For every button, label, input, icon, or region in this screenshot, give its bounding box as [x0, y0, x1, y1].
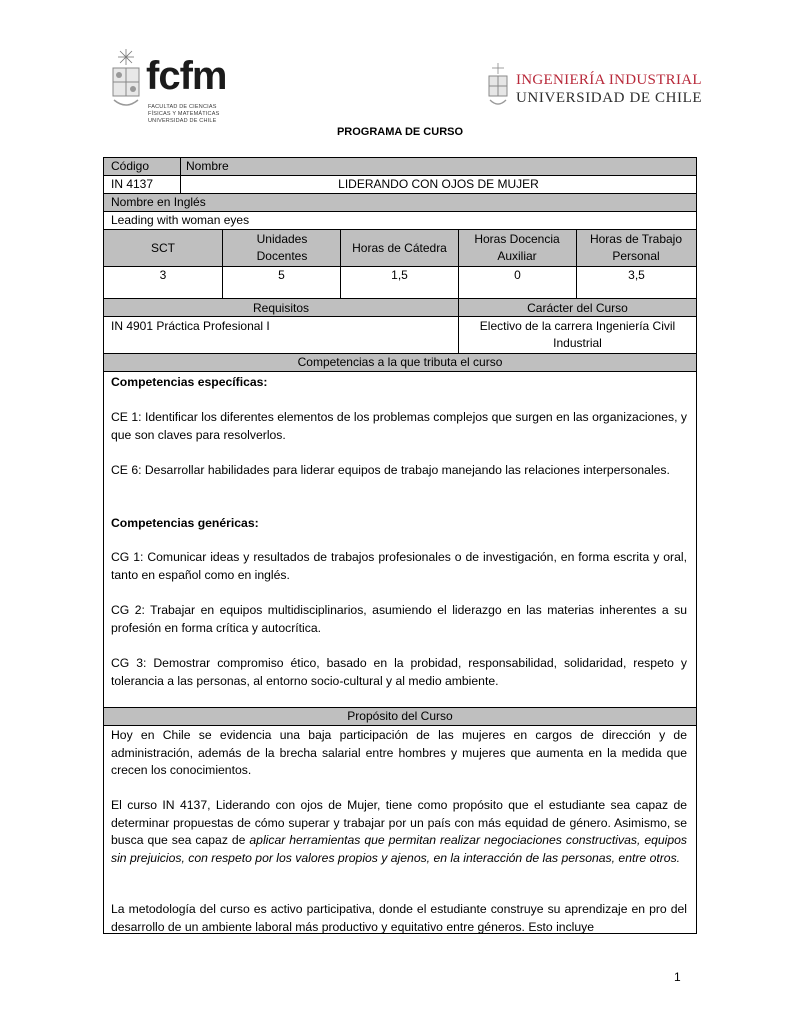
- hours-header-sct: SCT: [151, 241, 175, 255]
- industrial-logo-line1: INGENIERÍA INDUSTRIAL: [516, 72, 702, 88]
- character-value-line1: Electivo de la carrera Ingeniería Civil: [479, 319, 676, 333]
- competency-cg3: CG 3: Demostrar compromiso ético, basado en la probidad, responsabilidad, solidaridad, respeto y tolerancia a las personas, al entorno socio-cultural y al medio ambiente.: [111, 656, 687, 688]
- course-name: LIDERANDO CON OJOS DE MUJER: [338, 177, 539, 191]
- competency-ce1: CE 1: Identificar los diferentes elementos de los problemas complejos que surgen en las organizaciones, y que son claves para resolverlos.: [111, 410, 687, 442]
- ingenieria-industrial-logo: [486, 62, 703, 110]
- character-label: Carácter del Curso: [527, 301, 628, 315]
- requirements-label: Requisitos: [252, 301, 310, 315]
- name-label: Nombre: [186, 159, 229, 173]
- english-name-label: Nombre en Inglés: [111, 195, 206, 209]
- hours-header-auxiliar: Horas Docencia Auxiliar: [474, 232, 560, 263]
- character-value-line2: Industrial: [553, 336, 602, 350]
- competency-cg1: CG 1: Comunicar ideas y resultados de trabajos profesionales o de investigación, en forma escrita y oral, tanto en español como en inglés.: [111, 550, 687, 582]
- hours-header-catedra: Horas de Cátedra: [352, 241, 447, 255]
- code-label: Código: [111, 159, 150, 173]
- document-title: PROGRAMA DE CURSO: [336, 126, 464, 138]
- english-name-value: Leading with woman eyes: [111, 213, 250, 227]
- university-crest-icon: [108, 48, 144, 118]
- hours-value-catedra: 1,5: [391, 268, 408, 282]
- purpose-paragraph-3: La metodología del curso es activo participativa, donde el estudiante construye su aprendizaje en pro del desarrollo de un ambiente laboral más productivo y equitativo entre géneros. Esto incluye: [111, 902, 687, 934]
- page-number: 1: [674, 970, 681, 984]
- specific-competencies-title: Competencias específicas:: [111, 375, 268, 389]
- hours-value-sct: 3: [159, 268, 167, 282]
- requirements-value: IN 4901 Práctica Profesional I: [111, 319, 270, 333]
- hours-value-personal: 3,5: [628, 268, 645, 282]
- university-crest-icon: [486, 62, 510, 110]
- competencies-header: Competencias a la que tributa el curso: [297, 355, 503, 369]
- purpose-paragraph-2: [111, 797, 687, 868]
- fcfm-subtitle-line: UNIVERSIDAD DE CHILE: [148, 118, 217, 124]
- generic-competencies-title: Competencias genéricas:: [111, 516, 259, 530]
- purpose-paragraph-1: Hoy en Chile se evidencia una baja participación de las mujeres en cargos de dirección y de administración, además de la brecha salarial entre hombres y mujeres que aumenta en la medida que crecen los conocimientos.: [111, 728, 687, 778]
- fcfm-subtitle-line: FÍSICAS Y MATEMÁTICAS: [148, 111, 220, 117]
- hours-header-unidades: Unidades Docentes: [256, 232, 308, 263]
- purpose-paragraph-2-italic: aplicar herramientas que permitan realizar negociaciones constructivas, equipos sin prejuicios, con respeto por los valores propios y ajenos, en la interacción de las personas, entre otros.: [111, 833, 688, 866]
- competency-ce6: CE 6: Desarrollar habilidades para liderar equipos de trabajo manejando las relaciones interpersonales.: [111, 463, 670, 477]
- industrial-logo-line2: UNIVERSIDAD DE CHILE: [516, 90, 703, 106]
- hours-value-unidades: 5: [278, 268, 285, 282]
- competency-cg2: CG 2: Trabajar en equipos multidisciplinarios, asumiendo el liderazgo en las materias inherentes a su profesión en forma crítica y autocrítica.: [111, 603, 687, 635]
- hours-header-personal: Horas de Trabajo Personal: [589, 232, 683, 263]
- course-code: IN 4137: [111, 177, 154, 191]
- fcfm-logo: [108, 46, 238, 128]
- purpose-header: Propósito del Curso: [347, 709, 453, 723]
- purpose-paragraph-2-text: El curso IN 4137, Liderando con ojos de Mujer, tiene como propósito que el estudiante sea capaz de determinar propuestas de cómo superar y trabajar por un país con más equidad de género. Asimismo, se busca que sea capaz de: [111, 798, 687, 848]
- hours-value-auxiliar: 0: [514, 268, 521, 282]
- fcfm-subtitle-line: FACULTAD DE CIENCIAS: [148, 104, 217, 110]
- fcfm-wordmark: fcfm: [146, 54, 227, 98]
